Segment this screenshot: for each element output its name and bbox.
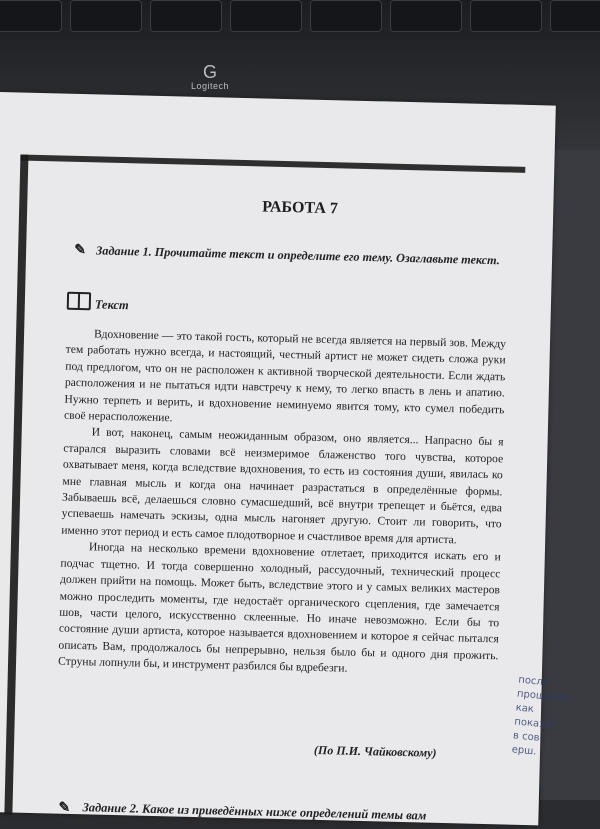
- page-title: РАБОТА 7: [262, 198, 339, 218]
- task-2: [58, 800, 512, 826]
- note-line: после: [517, 674, 550, 689]
- task-2-text: Задание 2. Какое из приведённых ниже определений темы вам: [82, 800, 427, 823]
- pen-icon: ✎: [73, 242, 87, 259]
- page-border-left: [4, 155, 28, 815]
- book-icon: [67, 292, 91, 311]
- paragraph: Иногда на несколько времени вдохновение отлетает, приходится искать его и подчас тщетно. И тогда совершенно холодный, рассудочный, технический процесс должен прийти на помощь. Может быть, вследствие этого и у самых великих мастеров можно проследить моменты, где недостаёт органического сцепления, где замечается шов, части целого, искусственно склеенные. Но иначе невозможно. Если бы то состояние души артиста, которое называется вдохновением и которое я сейчас пытался описать Вам, продолжалось бы непрерывно, нельзя было бы и одного дня прожить. Струны лопнули бы, и инструмент разбился бы вдребезги.: [57, 540, 501, 675]
- note-line: показат: [513, 716, 557, 732]
- task-1-text: Задание 1. Прочитайте текст и определите его тему. Озаглавьте текст.: [95, 243, 500, 268]
- logitech-mark-icon: G: [202, 62, 217, 82]
- keyboard-key: [70, 0, 142, 32]
- author-attribution: (По П.И. Чайковскому): [313, 742, 437, 760]
- keyboard-key: [390, 0, 462, 32]
- note-line: ерш.: [511, 744, 537, 758]
- paragraph: Вдохновение — это такой гость, который не всегда является на первый зов. Между тем работать нужно всегда, и настоящий, честный артист не может сидеть сложа руки под предлогом, что он не расположен к активной творческой деятельности. Если ждать расположения и не пытаться идти навстречу к нему, то легко впасть в лень и апатию. Нужно терпеть и верить, и вдохновение неминуемо явится тому, кто сумел победить своё нерасположение.: [63, 327, 507, 425]
- keyboard-key: [550, 0, 600, 32]
- note-line: в сов-: [512, 730, 544, 745]
- keyboard-key: [150, 0, 222, 32]
- keyboard-key: [310, 0, 382, 32]
- pen-icon: ✎: [58, 800, 71, 816]
- handwritten-margin-note: [511, 674, 571, 761]
- paragraph: И вот, наконец, самым неожиданным образом, оно является... Напрасно бы я старался выразить словами всё неизмеримое блаженство того чувства, которое охватывает меня, когда вследствие вдохновения, то есть из состояния души, явилась ко мне главная мысль и когда она начинает разрастаться в определённые формы. Забываешь всё, делаешься словно сумасшедший, всё внутри трепещет и бьётся, едва успеваешь намечать эскизы, одна мысль нагоняет другую. Стоит ли говорить, что именно этот период и есть самое плодотворное и счастливое время для артиста.: [61, 425, 504, 547]
- logo-text: Logitech: [190, 81, 230, 91]
- note-line: как: [515, 702, 535, 716]
- reading-text: [58, 326, 506, 681]
- text-heading: Текст: [94, 297, 129, 313]
- task-1: [73, 242, 506, 269]
- note-line: прошение: [516, 688, 571, 705]
- page-border-top: [20, 155, 525, 173]
- logitech-logo: [186, 63, 234, 91]
- keyboard-key: [470, 0, 542, 32]
- keyboard-key: [230, 0, 302, 32]
- worksheet-page: [0, 92, 571, 825]
- keyboard-key: [0, 0, 62, 32]
